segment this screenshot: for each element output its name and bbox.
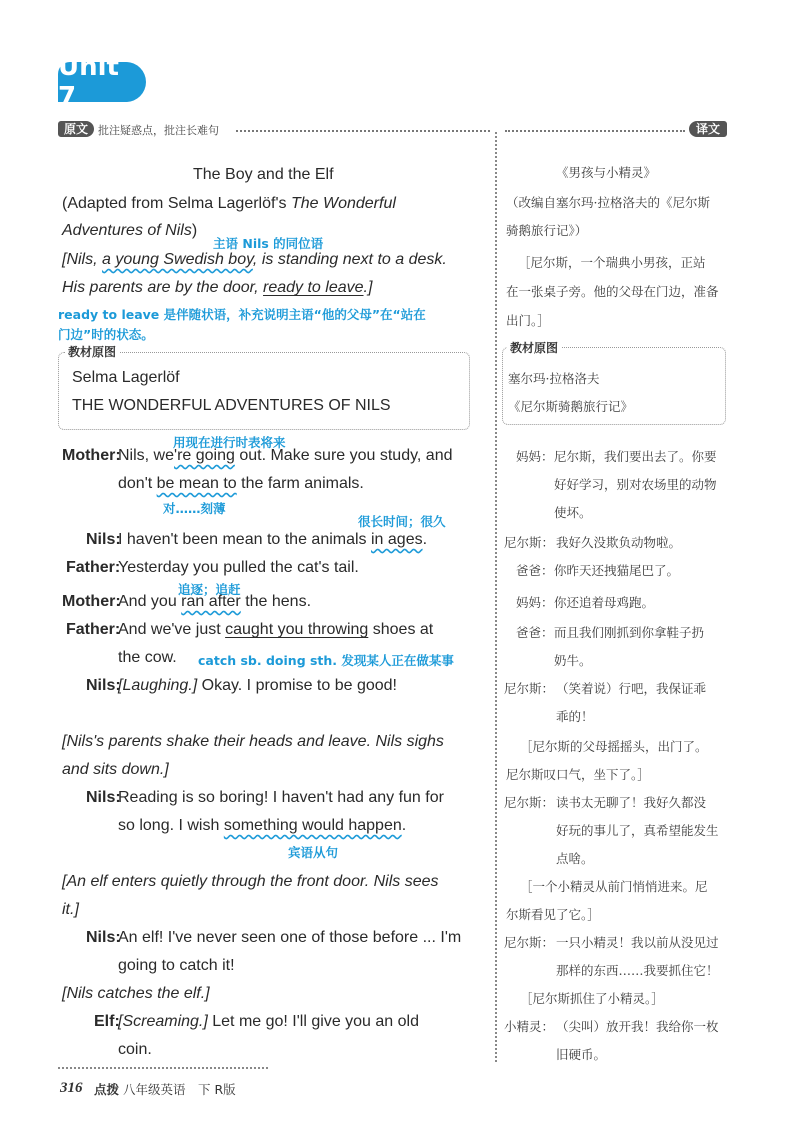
translation-header: [505, 121, 727, 139]
stage-direction-2b: and sits down.]: [62, 761, 169, 778]
note-be-mean-to: 对……刻薄: [163, 501, 226, 516]
speaker-nils: Nils:: [86, 677, 121, 694]
line-nils-1: I haven't been mean to the animals in ages.: [118, 531, 428, 548]
speaker-nils-zh: 尼尔斯：: [504, 535, 555, 550]
box-label: 教材原图: [65, 343, 119, 360]
column-divider: [495, 132, 497, 1062]
translation-nils-3c: 点啥。: [556, 851, 594, 866]
translation-elf-1a: （尖叫）放开我！我给你一枚: [556, 1019, 719, 1034]
translation-stage-3a: ［一个小精灵从前门悄悄进来。尼: [520, 879, 708, 894]
line-nils-4b: going to catch it!: [118, 957, 235, 974]
translation-stage-2b: 尼尔斯叹口气，坐下了。］: [506, 767, 650, 782]
header-divider: [236, 130, 490, 132]
stage-direction-3a: [An elf enters quietly through the front door. Nils sees: [62, 873, 439, 890]
note-catch-doing: catch sb. doing sth. 发现某人正在做某事: [198, 653, 454, 668]
stage-direction-1a: [Nils, a young Swedish boy, is standing next to a desk.: [62, 251, 447, 268]
box-author: Selma Lagerlöf: [72, 369, 180, 386]
line-mother-1a: Nils, we're going out. Make sure you study, and: [118, 447, 453, 464]
stage-direction-1b: His parents are by the door, ready to leave.]: [62, 279, 373, 296]
speaker-mama: 妈妈：: [516, 595, 554, 610]
translation-mother-1c: 使坏。: [554, 505, 592, 520]
line-father-2b: the cow.: [118, 649, 177, 666]
original-text-tag: 原文: [58, 121, 94, 137]
line-mother-1b: don't be mean to the farm animals.: [118, 475, 364, 492]
translation-father-2a: 而且我们刚抓到你拿鞋子扔: [554, 625, 705, 640]
book-title: 点拨 八年级英语 下 R版: [94, 1082, 236, 1097]
stage-direction-2a: [Nils's parents shake their heads and leave. Nils sighs: [62, 733, 444, 750]
speaker-nils-zh: 尼尔斯：: [504, 681, 555, 696]
translation-box-book: 《尼尔斯骑鹅旅行记》: [508, 399, 634, 414]
line-elf-1b: coin.: [118, 1041, 152, 1058]
note-ran-after: 追逐；追赶: [178, 582, 241, 597]
translation-nils-1: 我好久没欺负动物啦。: [556, 535, 682, 550]
translation-stage-1a: ［尼尔斯，一个瑞典小男孩，正站: [518, 255, 706, 270]
translation-nils-3a: 读书太无聊了！我好久都没: [556, 795, 707, 810]
annotation-hint: 批注疑惑点，批注长难句: [98, 124, 219, 137]
speaker-mama: 妈妈：: [516, 449, 554, 464]
translation-tag: 译文: [689, 121, 727, 137]
stage-direction-3b: it.]: [62, 901, 79, 918]
speaker-mother: Mother:: [62, 593, 121, 610]
translation-stage-3b: 尔斯看见了它。］: [506, 907, 600, 922]
header-divider: [505, 130, 685, 132]
speaker-baba: 爸爸：: [516, 563, 554, 578]
speaker-nils: Nils:: [86, 531, 121, 548]
speaker-nils-zh: 尼尔斯：: [504, 935, 555, 950]
page-number: 316: [60, 1080, 83, 1096]
line-nils-3a: Reading is so boring! I haven't had any fun for: [118, 789, 444, 806]
translation-elf-1b: 旧硬币。: [556, 1047, 607, 1062]
translation-stage-2a: ［尼尔斯的父母摇摇头，出门了。: [520, 739, 708, 754]
speaker-nils: Nils:: [86, 929, 121, 946]
unit-title: Unit 7: [58, 62, 146, 102]
line-nils-4a: An elf! I've never seen one of those before ... I'm: [118, 929, 462, 946]
translation-stage-4: ［尼尔斯抓住了小精灵。］: [520, 991, 664, 1006]
translation-nils-2a: （笑着说）行吧，我保证乖: [556, 681, 707, 696]
translation-nils-4a: 一只小精灵！我以前从没见过: [556, 935, 719, 950]
note-progressive: 用现在进行时表将来: [173, 435, 286, 450]
speaker-mother: Mother:: [62, 447, 121, 464]
speaker-father: Father:: [66, 559, 121, 576]
note-ready-to-leave-2: 门边”时的状态。: [58, 327, 154, 342]
footer-divider: [58, 1067, 268, 1069]
story-title: The Boy and the Elf: [193, 166, 334, 183]
speaker-elf: Elf:: [94, 1013, 120, 1030]
speaker-nils-zh: 尼尔斯：: [504, 795, 555, 810]
box-book-title: THE WONDERFUL ADVENTURES OF NILS: [72, 397, 391, 414]
adapted-line-2: Adventures of Nils): [62, 222, 198, 239]
original-text-header: [58, 121, 490, 139]
line-father-2a: And we've just caught you throwing shoes at: [118, 621, 434, 638]
textbook-image-box: [58, 345, 470, 430]
translation-adapted-2: 骑鹅旅行记》）: [506, 223, 588, 238]
line-nils-2: [Laughing.] Okay. I promise to be good!: [118, 677, 397, 694]
adapted-line-1: (Adapted from Selma Lagerlöf's The Wonderful: [62, 195, 396, 212]
translation-stage-1b: 在一张桌子旁。他的父母在门边，准备: [506, 284, 719, 299]
speaker-nils: Nils:: [86, 789, 121, 806]
translation-nils-4b: 那样的东西……我要抓住它！: [556, 963, 719, 978]
translation-mother-2: 你还追着母鸡跑。: [554, 595, 655, 610]
stage-direction-4: [Nils catches the elf.]: [62, 985, 210, 1002]
translation-box-author: 塞尔玛·拉格洛夫: [508, 371, 600, 386]
note-appositive: 主语 Nils 的同位语: [213, 236, 324, 251]
note-object-clause: 宾语从句: [288, 845, 339, 860]
translation-title: 《男孩与小精灵》: [556, 165, 657, 180]
translation-father-2b: 奶牛。: [554, 653, 592, 668]
translation-mother-1b: 好好学习，别对农场里的动物: [554, 477, 717, 492]
translation-nils-2b: 乖的！: [556, 709, 594, 724]
translation-adapted-1: （改编自塞尔玛·拉格洛夫的《尼尔斯: [506, 195, 710, 210]
translation-mother-1a: 尼尔斯，我们要出去了。你要: [554, 449, 717, 464]
line-elf-1a: [Screaming.] Let me go! I'll give you an old: [118, 1013, 419, 1030]
line-father-1: Yesterday you pulled the cat's tail.: [118, 559, 359, 576]
box-label: 教材原图: [507, 339, 561, 356]
translation-stage-1c: 出门。］: [506, 313, 550, 328]
speaker-elf-zh: 小精灵：: [504, 1019, 555, 1034]
translation-nils-3b: 好玩的事儿了，真希望能发生: [556, 823, 719, 838]
line-mother-2: And you ran after the hens.: [118, 593, 312, 610]
translation-father-1: 你昨天还拽猫尾巴了。: [554, 563, 680, 578]
line-nils-3b: so long. I wish something would happen.: [118, 817, 407, 834]
speaker-baba: 爸爸：: [516, 625, 554, 640]
speaker-father: Father:: [66, 621, 121, 638]
note-ready-to-leave: ready to leave 是伴随状语，补充说明主语“他的父母”在“站在: [58, 307, 426, 322]
note-in-ages: 很长时间；很久: [358, 514, 446, 529]
